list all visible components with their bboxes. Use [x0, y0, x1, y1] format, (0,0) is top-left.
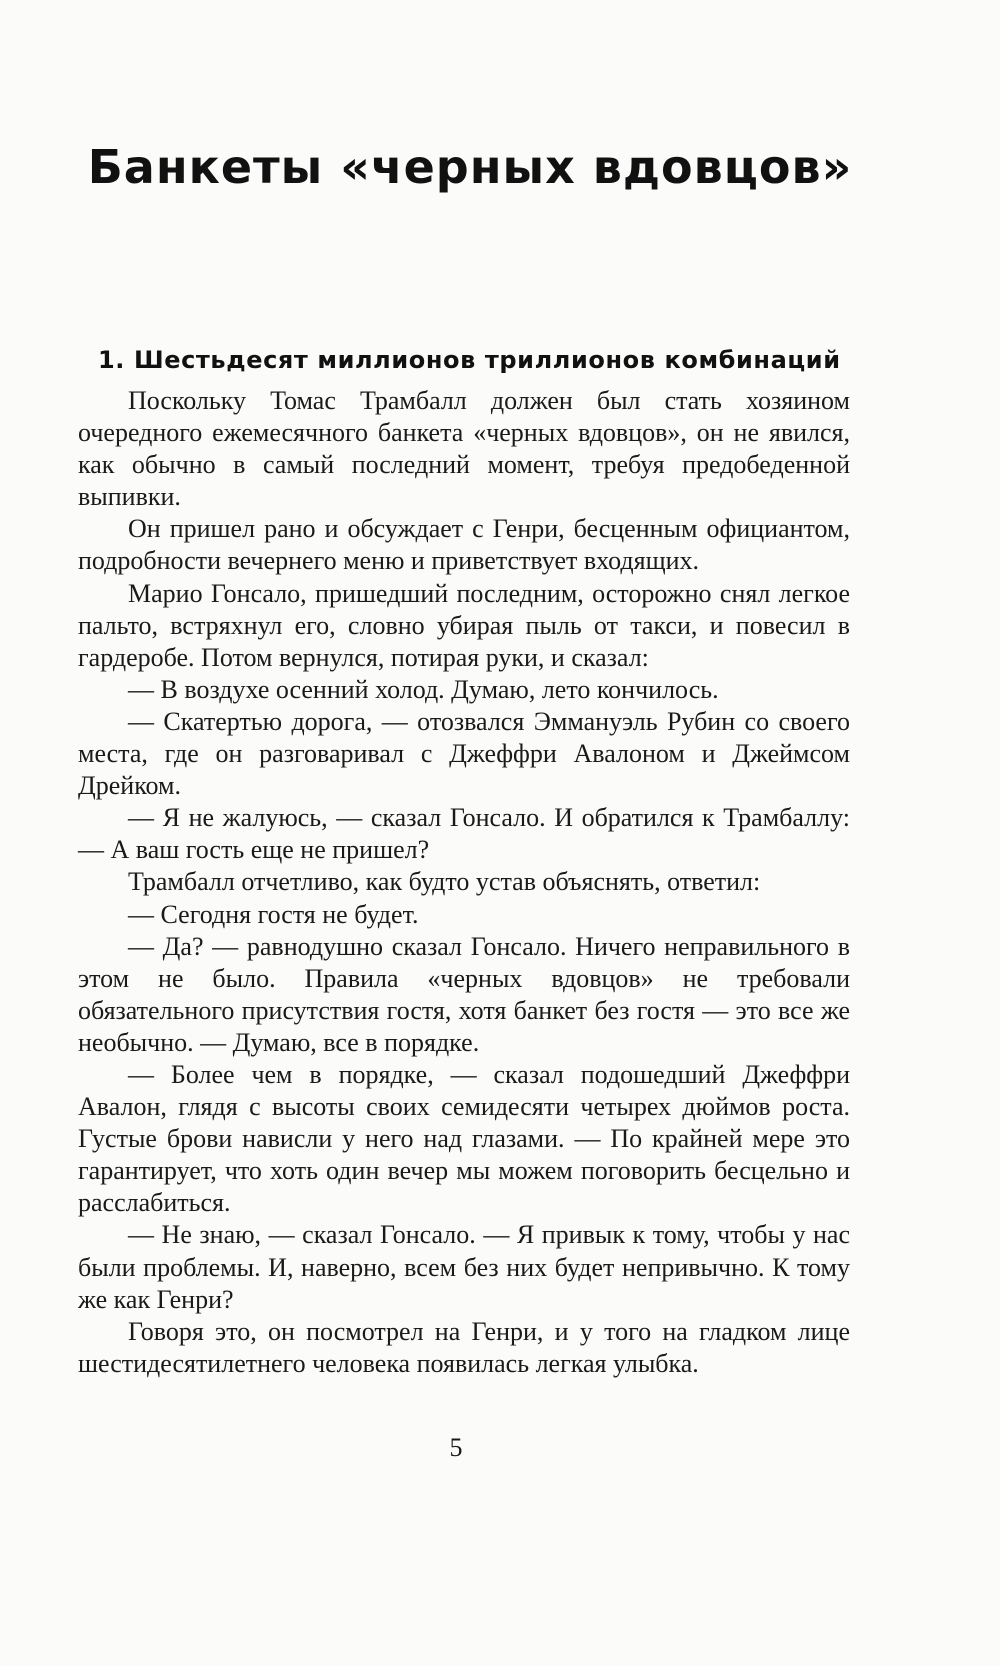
paragraph: — Не знаю, — сказал Гонсало. — Я привык к тому, чтобы у нас были проблемы. И, наверно, всем без них будет непривычно. К тому же как Генри? — [78, 1220, 850, 1314]
page-number: 5 — [449, 1433, 463, 1462]
paragraph: — Более чем в порядке, — сказал подошедший Джеффри Авалон, глядя с высоты своих семидесяти четырех дюймов роста. Густые брови нависли у него над глазами. — По крайней мере это гарантирует, что хоть один вечер мы можем поговорить бесцельно и расслабиться. — [78, 1059, 850, 1218]
chapter-title: 1. Шестьдесят миллионов триллионов комбинаций — [98, 346, 841, 374]
paragraph: Марио Гонсало, пришедший последним, осторожно снял легкое пальто, встряхнул его, словно убирая пыль от такси, и повесил в гардеробе. Потом вернулся, потирая руки, и сказал: — [78, 578, 850, 672]
paragraph: Поскольку Томас Трамбалл должен был стать хозяином очередного ежемесячного банкета «черных вдовцов», он не явился, как обычно в самый последний момент, требуя предобеденной выпивки. — [78, 386, 850, 512]
paragraph: — В воздухе осенний холод. Думаю, лето кончилось. — [128, 674, 719, 704]
paragraph: — Я не жалуюсь, — сказал Гонсало. И обратился к Трамбаллу: — А ваш гость еще не пришел? — [78, 803, 850, 865]
paragraph: Он пришел рано и обсуждает с Генри, бесценным официантом, подробности вечернего меню и приветствует входящих. — [78, 514, 850, 576]
paragraph: Трамбалл отчетливо, как будто устав объяснять, ответил: — [128, 867, 761, 897]
body-text — [78, 385, 850, 1380]
paragraph: — Скатертью дорога, — отозвался Эммануэль Рубин со своего места, где он разговаривал с Джеффри Авалоном и Джеймсом Дрейком. — [78, 706, 850, 801]
paragraph: — Да? — равнодушно сказал Гонсало. Ничего неправильного в этом не было. Правила «черных вдовцов» не требовали обязательного присутствия гостя, хотя банкет без гостя — это все же необычно. — Думаю, все в порядке. — [78, 931, 850, 1057]
paragraph: — Сегодня гостя не будет. — [128, 899, 419, 929]
paragraph: Говоря это, он посмотрел на Генри, и у того на гладком лице шестидесятилетнего человека появилась легкая улыбка. — [78, 1316, 850, 1378]
book-title: Банкеты «черных вдовцов» — [87, 140, 853, 194]
